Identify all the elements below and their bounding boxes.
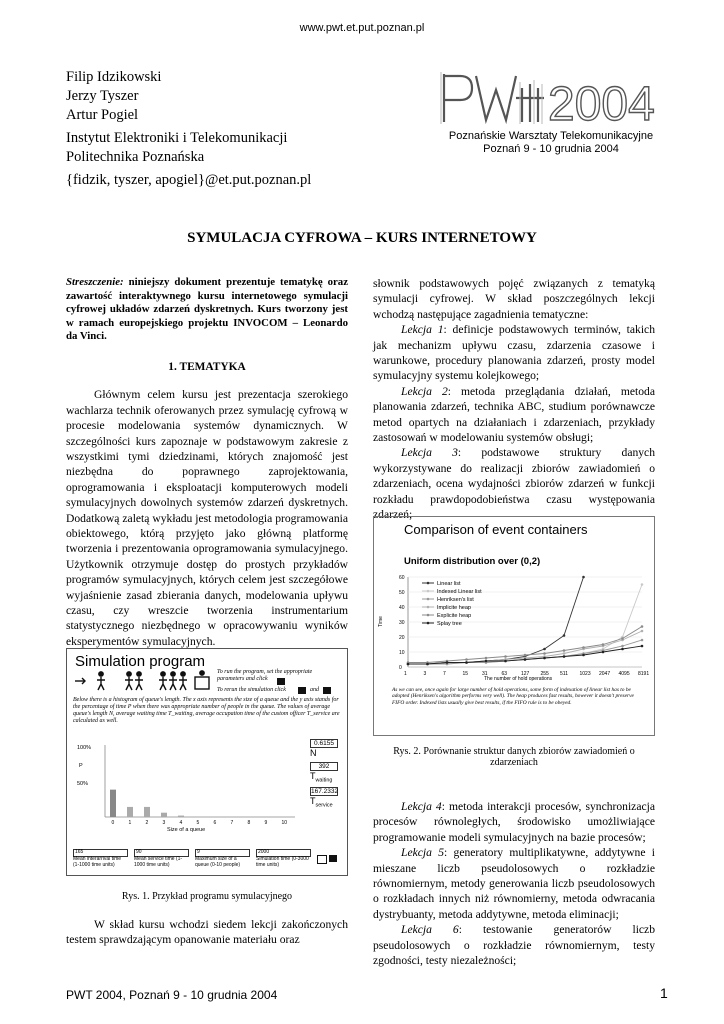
stat-waiting-label: T — [310, 771, 316, 781]
lesson-label: Lekcja 1 — [401, 323, 444, 337]
x-tick-label: 8191 — [638, 671, 650, 677]
logo-caption-line1: Poznańskie Warsztaty Telekomunikacyjne — [448, 130, 654, 142]
logo-caption-line2: Poznań 9 - 10 grudnia 2004 — [483, 143, 619, 155]
y-tick-label: 60 — [399, 575, 405, 581]
author-name: Filip Idzikowski — [66, 69, 162, 85]
param-label: Mean service time (1-1000 time units) — [134, 856, 183, 868]
abstract-text: niniejszy dokument prezentuje tematykę oraz zawartość interaktywnego kursu internetowego symulacji cyfrowej układów zdarzeń dyskretnych. Kurs tworzony jest w ramach europejskiego projektu INVOCOM – Leonardo da Vinci. — [66, 276, 348, 343]
y-tick-label: 0 — [399, 665, 402, 671]
pwt-logo-graphic — [436, 64, 666, 130]
reset-button-icon[interactable] — [317, 855, 327, 864]
figure-title: Simulation program — [75, 653, 206, 670]
lesson-text: : definicje podstawowych terminów, takich jak mechanizm upływu czasu, zdarzenia czasowe i warunkowe, procedury planowania zdarzeń, prosty model symulacyjny systemu kolejkowego; — [373, 323, 655, 383]
lesson-2 — [373, 384, 655, 446]
data-point — [563, 655, 566, 658]
page-number: 1 — [660, 985, 668, 1001]
lesson-label: Lekcja 3 — [401, 446, 458, 460]
stat-service-value: 167.2332 — [311, 788, 339, 796]
data-point — [621, 648, 624, 651]
stat-waiting-sub: waiting — [315, 777, 333, 784]
queue-histogram — [77, 737, 297, 833]
parameter-inputs — [73, 849, 311, 868]
series-line — [408, 577, 584, 664]
lesson-text: : generatory multiplikatywne, addytywne i mieszane liczb pseudolosowych o rozkładzie równomiernym, metody generowania liczb pseudolosowych o rozkładach innych niż równomierny, metoda odwracania dystrybuanty, metoda addytywne, metoda eliminacji; — [373, 846, 655, 921]
param-label: Mean interarrival time (1-1000 time units) — [73, 856, 122, 868]
chart-subtitle: Uniform distribution over (0,2) — [404, 556, 541, 567]
data-point — [641, 639, 644, 642]
x-tick-label: 255 — [540, 671, 549, 677]
lesson-text: : testowanie generatorów liczb pseudolosowych o rozkładzie równomiernym, testy zgodności, testy niezależności; — [373, 923, 656, 968]
param-queue-size — [195, 849, 250, 868]
data-point — [641, 583, 644, 586]
data-point — [543, 652, 546, 655]
stat-service-sub: service — [315, 802, 333, 809]
step-button-icon[interactable] — [323, 687, 331, 694]
chart-title: Comparison of event containers — [404, 522, 588, 537]
data-point — [602, 651, 605, 654]
author-emails: {fidzik, tyszer, apogiel}@et.put.poznan.pl — [66, 172, 312, 188]
data-point — [563, 634, 566, 637]
x-tick-label: 31 — [482, 671, 488, 677]
lesson-text: : metoda interakcji procesów, synchronizacja procesów równoległych, środowisko umożliwiające programowanie modeli symulacyjnych na bazie procesów; — [373, 800, 655, 844]
param-service — [134, 849, 189, 868]
data-point — [621, 637, 624, 640]
lesson-text: : podstawowe struktury danych wykorzystywane do realizacji zbiorów zawiadomień o zdarzeniach, ocena wydajności zbiorów zdarzeń w funkcji rozkładu prawdopodobieństwa czasu występowania zdarzeń; — [373, 446, 656, 522]
param-input[interactable]: 165 — [73, 849, 128, 857]
logo-year: 2004 — [548, 78, 655, 130]
x-tick-label: 15 — [462, 671, 469, 677]
left-column — [66, 276, 348, 649]
legend-marker — [427, 590, 430, 593]
paragraph: słownik podstawowych pojęć związanych z tematyką symulacji cyfrowej. W skład poszczególnych lekcji wchodzą następujące zagadnienia tematyczne: — [373, 277, 655, 321]
data-point — [563, 652, 566, 655]
y-tick-label: 10 — [399, 650, 405, 656]
x-tick-label: 7 — [230, 820, 234, 826]
x-tick-label: 9 — [264, 820, 268, 826]
data-point — [465, 661, 468, 664]
data-point — [641, 645, 644, 648]
paper-title: SYMULACJA CYFROWA – KURS INTERNETOWY — [187, 230, 537, 246]
legend-entry: Indexed Linear list — [437, 589, 482, 595]
data-point — [426, 663, 429, 666]
left-column-bottom — [66, 917, 348, 948]
param-input[interactable]: 9 — [195, 849, 250, 857]
stat-n-label: N — [310, 748, 317, 758]
x-tick-label: 1 — [128, 820, 132, 826]
legend-entry: Explicite heap — [437, 613, 472, 619]
paragraph: W skład kursu wchodzi siedem lekcji zakończonych testem sprawdzającym opanowanie materiału oraz — [66, 918, 348, 947]
chart-x-label: The number of hold operations — [484, 676, 553, 682]
lesson-4 — [373, 799, 655, 845]
x-tick-label: 8 — [247, 820, 251, 826]
x-tick-label: 127 — [521, 671, 530, 677]
data-point — [485, 657, 488, 660]
figure-1-caption: Rys. 1. Przykład programu symulacyjnego — [121, 891, 293, 902]
histogram-bar — [110, 790, 116, 817]
run-button-icon[interactable] — [277, 678, 285, 685]
lesson-5 — [373, 845, 655, 922]
x-tick-label: 10 — [281, 820, 288, 826]
right-column-bottom — [373, 799, 655, 968]
param-interarrival — [73, 849, 128, 868]
data-point — [641, 625, 644, 628]
histogram-bar — [178, 816, 184, 817]
data-point — [446, 661, 449, 664]
chart-note: As we can see, once again for large number of hold operations, some form of indexation of linear list has to be adopted (Henriksen's algorithm performs very well). The heap produces fast results, however it doesn't preserve FIFO order. Indexed lists usually give best results, if the FIFO rule is to be obeyed. — [392, 687, 634, 706]
rerun-instructions: To rerun the simulation click — [217, 687, 286, 693]
figure-event-containers-chart — [373, 516, 655, 736]
lesson-label: Lekcja 4 — [401, 800, 442, 813]
abstract-label: Streszczenie: — [66, 276, 124, 288]
lesson-6 — [373, 922, 655, 968]
legend-marker — [427, 598, 430, 601]
run-instructions: To run the program, set the appropriate parameters and click — [217, 669, 313, 682]
x-tick-label: 0 — [111, 820, 115, 826]
lesson-text: : metoda przeglądania działań, metoda planowania zdarzeń, technika ABC, studium porównawcze metod opartych na działaniach i zdarzeniach, przykłady zastosowań w modelowaniu systemów obsługi; — [373, 384, 655, 445]
figure-simulation-program — [66, 648, 348, 876]
lesson-label: Lekcja 5 — [401, 846, 445, 860]
author-name: Artur Pogiel — [66, 107, 139, 123]
x-tick-label: 1 — [404, 671, 407, 677]
play-button-icon[interactable] — [329, 855, 337, 862]
legend-entry: Henriksen's list — [437, 597, 474, 603]
y-tick-label: 30 — [399, 620, 405, 626]
data-point — [524, 658, 527, 661]
param-label: Simulation time (0-3000 time units) — [256, 856, 309, 868]
histogram-bar — [127, 807, 133, 817]
abstract — [66, 276, 348, 344]
data-point — [582, 654, 585, 657]
y-tick-50: 50% — [77, 781, 89, 787]
lesson-label: Lekcja 2 — [401, 384, 448, 398]
y-tick-100: 100% — [77, 745, 92, 751]
y-tick-label: 40 — [399, 605, 405, 611]
data-point — [465, 658, 468, 661]
x-tick-label: 4095 — [618, 671, 630, 677]
data-point — [543, 657, 546, 660]
data-point — [504, 655, 507, 658]
legend-entry: Splay tree — [437, 621, 462, 627]
right-column-top — [373, 276, 655, 523]
lesson-1 — [373, 322, 655, 384]
data-point — [582, 646, 585, 649]
author-block — [66, 68, 311, 190]
x-tick-label: 511 — [560, 671, 568, 677]
histogram-bar — [161, 813, 167, 817]
footer-conference: PWT 2004, Poznań 9 - 10 grudnia 2004 — [66, 988, 278, 1002]
y-tick-label: 50 — [399, 590, 405, 596]
x-tick-label: 3 — [162, 820, 166, 826]
data-point — [543, 648, 546, 651]
x-tick-label: 5 — [196, 820, 200, 826]
x-tick-label: 6 — [213, 820, 217, 826]
x-tick-label: 1023 — [579, 671, 591, 677]
data-point — [504, 660, 507, 663]
legend-entry: Linear list — [437, 581, 461, 587]
rerun-button-icon[interactable] — [298, 687, 306, 694]
data-point — [485, 660, 488, 663]
paragraph: Głównym celem kursu jest prezentacja szerokiego wachlarza technik oferowanych przez symulację cyfrową w procesie modelowania systemów dynamicznych. W szczególności kurs zapoznaje w podstawowym zakresie z wszystkimi tymi dziedzinami, których znajomość jest niezbędna do poprawnego zaprojektowania, oprogramowania i eksploatacji komputerowych modeli symulacyjnych dowolnych systemów zdarzeń dyskretnych. Dodatkową zaletą wykładu jest metodologia programowania obiektowego, którą przyjęto jako główną platformę tworzenia i prezentowania oprogramowania symulacyjnego. Użytkownik otrzymuje dostęp do prostych przykładów programów symulacyjnych, których celem jest szczegółowe wyjaśnienie zasad zbierania danych, modelowania upływu czasu, czy wreszcie tworzenia instrumentarium statystycznego niezbędnego w opracowywaniu wyników eksperymentów symulacyjnych. — [66, 388, 348, 648]
stat-waiting-value: 392 — [310, 762, 338, 771]
institute-line: Politechnika Poznańska — [66, 149, 205, 165]
x-tick-label: 4 — [179, 820, 183, 826]
param-sim-time — [256, 849, 311, 868]
x-tick-label: 3 — [423, 671, 427, 677]
stat-service-label: T — [310, 796, 316, 807]
legend-marker — [427, 614, 430, 617]
param-input[interactable]: 90 — [134, 849, 189, 857]
figure-2-caption: Rys. 2. Porównanie struktur danych zbiorów zawiadomień o zdarzeniach — [393, 746, 635, 768]
legend-entry: Implicite heap — [437, 605, 471, 611]
x-tick-label: 7 — [443, 671, 446, 677]
y-axis-label: P — [79, 763, 83, 769]
x-tick-label: 2 — [145, 820, 149, 826]
figure-description: Below there is a histogram of queue's length. The x axis represents the size of a queue and the y axis stands for the percentage of time P when there was appropriate number of people in the queue. The values of average queue's length N, average waiting time T_waiting, average occupation time of the custom officer T_service are calculated as well. — [73, 697, 340, 724]
stat-n-value: 0.6155 — [310, 739, 338, 748]
conference-logo — [436, 64, 666, 164]
x-tick-label: 2047 — [599, 671, 611, 677]
institute-line: Instytut Elektroniki i Telekomunikacji — [66, 130, 288, 146]
x-axis-label: Size of a queue — [167, 827, 206, 833]
rerun-and: and — [310, 687, 319, 693]
x-tick-label: 63 — [501, 671, 508, 677]
chart-y-label: Time — [378, 616, 384, 627]
data-point — [524, 654, 527, 657]
param-label: Maximum size of a queue (0-10 people) — [195, 856, 241, 868]
data-point — [582, 576, 585, 579]
legend-marker — [427, 606, 430, 609]
lesson-label: Lekcja 6 — [401, 923, 459, 937]
param-input[interactable]: 2000 — [256, 849, 311, 857]
data-point — [602, 643, 605, 646]
author-name: Jerzy Tyszer — [66, 88, 139, 104]
header-url: www.pwt.et.put.poznan.pl — [299, 22, 425, 34]
queue-people-icon — [73, 669, 219, 695]
y-tick-label: 20 — [399, 635, 405, 641]
statistics-panel — [310, 739, 338, 809]
data-point — [621, 645, 624, 648]
data-point — [563, 649, 566, 652]
legend-marker — [427, 622, 430, 625]
lesson-3 — [373, 445, 655, 522]
histogram-bar — [144, 807, 150, 817]
data-point — [407, 663, 410, 666]
legend-marker — [427, 582, 430, 585]
section-heading: 1. TEMATYKA — [168, 360, 246, 373]
data-point — [641, 630, 644, 633]
